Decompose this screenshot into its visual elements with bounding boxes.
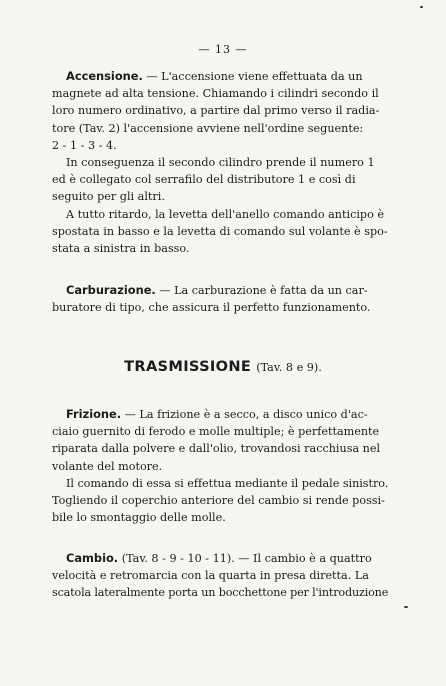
text-run: — L'accensione viene effettuata da un: [146, 70, 363, 83]
paragraph-line: volante del motore.: [52, 459, 163, 473]
accensione-term: Accensione.: [66, 69, 143, 83]
paragraph-line: stata a sinistra in basso.: [52, 242, 190, 256]
section-reference: (Tav. 8 e 9).: [256, 361, 322, 374]
paragraph-line: tore (Tav. 2) l'accensione avviene nell'ordine seguente:: [52, 121, 364, 135]
paragraph-line: [52, 68, 388, 85]
frizione-section: [52, 406, 388, 526]
paragraph-line: riparata dalla polvere e dall'olio, trovandosi racchiusa nel: [52, 442, 381, 456]
paragraph-line: velocità e retromarcia con la quarta in presa diretta. La: [52, 569, 369, 583]
print-speck: [420, 6, 423, 8]
paragraph-line: magnete ad alta tensione. Chiamando i cilindri secondo il: [52, 87, 379, 101]
paragraph-line: ed è collegato col serrafilo del distributore 1 e così di: [52, 173, 356, 187]
paragraph-line: ciaio guernito di ferodo e molle multiple; è perfettamente: [52, 425, 380, 439]
accensione-section: [52, 68, 388, 257]
paragraph-line: Togliendo il coperchio anteriore del cambio si rende possi-: [52, 494, 385, 508]
paragraph-line: bile lo smontaggio delle molle.: [52, 511, 226, 525]
paragraph-line: buratore di tipo, che assicura il perfetto funzionamento.: [52, 301, 371, 315]
page-number: — 13 —: [198, 43, 248, 56]
section-heading: [0, 356, 446, 375]
cambio-section: [52, 550, 388, 602]
paragraph-line: [52, 282, 388, 299]
paragraph-line: seguito per gli altri.: [52, 190, 165, 204]
frizione-term: Frizione.: [66, 407, 122, 421]
firing-order-line: 2 - 1 - 3 - 4.: [52, 138, 117, 152]
paragraph-line: A tutto ritardo, la levetta dell'anello comando anticipo è: [66, 207, 384, 221]
carburazione-section: [52, 282, 388, 316]
print-speck: [404, 606, 408, 608]
paragraph-line: scatola lateralmente porta un bocchettone per l'introduzione: [52, 586, 389, 600]
paragraph-line: [52, 550, 388, 567]
text-run: — La carburazione è fatta da un car-: [159, 284, 368, 297]
paragraph-line: spostata in basso e la levetta di comando sul volante è spo-: [52, 224, 388, 238]
paragraph-line: In conseguenza il secondo cilindro prende il numero 1: [66, 156, 375, 170]
section-title: TRASMISSIONE: [124, 358, 252, 375]
text-run: (Tav. 8 - 9 - 10 - 11). — Il cambio è a quattro: [121, 552, 372, 565]
paragraph-line: loro numero ordinativo, a partire dal primo verso il radia-: [52, 104, 380, 118]
paragraph-line: Il comando di essa si effettua mediante il pedale sinistro.: [66, 476, 389, 490]
cambio-term: Cambio.: [66, 551, 119, 565]
carburazione-term: Carburazione.: [66, 283, 156, 297]
text-run: — La frizione è a secco, a disco unico d'ac-: [124, 408, 368, 421]
paragraph-line: [52, 406, 388, 423]
